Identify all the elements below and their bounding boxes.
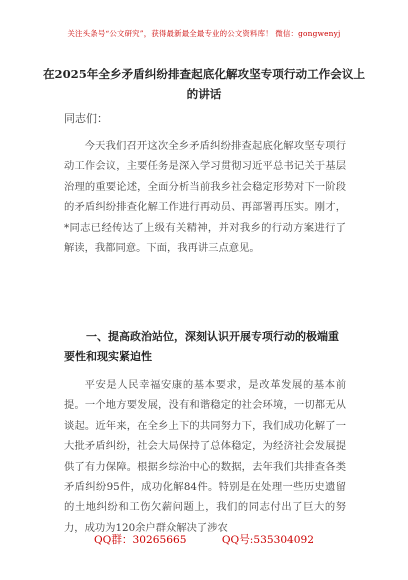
footer-qq-number: QQ号:535304092 (221, 534, 315, 546)
intro-paragraph: 今天我们召开这次全乡矛盾纠纷排查起底化解攻坚专项行动工作会议，主要任务是深入学习贯彻习近平总书记关于基层治理的重要论述，全面分析当前我乡社会稳定形势对下一阶段的矛盾纠纷排查化解工作进行再动员、再部署再压实。刚才，*同志已经传达了上级有关精神，并对我乡的行动方案进行了解读，我都同意。下面，我再讲三点意见。 (64, 140, 346, 255)
document-title: 在2025年全乡矛盾纠纷排查起底化解攻坚专项行动工作会议上的讲话 (42, 67, 366, 101)
salutation: 同志们： (64, 112, 108, 125)
footer (0, 532, 408, 547)
footer-qq-group: QQ群：30265665 (93, 534, 187, 546)
header-banner: 关注头条号“公文研究”，获得最新最全最专业的公文资料库！ 微信：gongwenyj (67, 29, 341, 38)
section-heading: 一、提高政治站位，深刻认识开展专项行动的极端重要性和现实紧迫性 (64, 330, 339, 363)
body-paragraph: 平安是人民幸福安康的基本要求，是改革发展的基本前提。一个地方要发展，没有和谐稳定的社会环境，一切都无从谈起。近年来，在全乡上下的共同努力下，我们成功化解了一大批矛盾纠纷，社会大局保持了总体稳定，为经济社会发展提供了有力保障。根据乡综治中心的数据，去年我们共排查各类矛盾纠纷95件，成功化解84件。特别是在处理一些历史遗留的土地纠纷和工伤欠薪问题上，我们的同志付出了巨大的努力，成功为120余户群众解决了涉农 (64, 379, 346, 534)
